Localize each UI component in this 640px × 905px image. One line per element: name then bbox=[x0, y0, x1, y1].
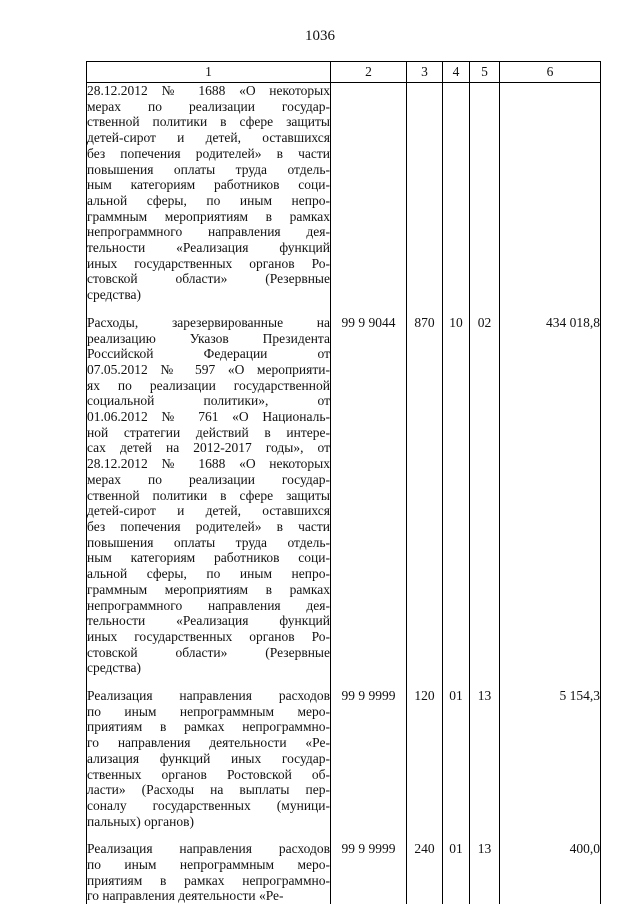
row-spacer bbox=[87, 676, 601, 688]
description-line: Реализация направления расходов bbox=[87, 841, 330, 857]
spacer-cell bbox=[331, 829, 407, 841]
spacer-cell bbox=[470, 676, 500, 688]
page-number: 1036 bbox=[305, 28, 335, 44]
amount-cell: 400,0 bbox=[500, 841, 601, 904]
row-description bbox=[87, 315, 331, 676]
description-line: стовской области» (Резервные bbox=[87, 644, 330, 660]
amount-cell bbox=[500, 83, 601, 303]
expense-type-cell: 120 bbox=[407, 688, 443, 829]
description-line: непрограммного направления дея- bbox=[87, 224, 330, 240]
column-header-3: 3 bbox=[407, 62, 443, 83]
description-line: тельности «Реализация функций bbox=[87, 613, 330, 629]
description-line: ным категориям работников соци- bbox=[87, 177, 330, 193]
expense-type-cell: 240 bbox=[407, 841, 443, 904]
description-line: ях по реализации государственной bbox=[87, 377, 330, 393]
row-spacer bbox=[87, 303, 601, 315]
spacer-cell bbox=[470, 303, 500, 315]
target-code-cell bbox=[331, 83, 407, 303]
description-line: повышения оплаты труда отдель- bbox=[87, 161, 330, 177]
description-line: 28.12.2012 № 1688 «О некоторых bbox=[87, 456, 330, 472]
description-line: повышения оплаты труда отдель- bbox=[87, 534, 330, 550]
spacer-cell bbox=[87, 676, 331, 688]
column-header-2: 2 bbox=[331, 62, 407, 83]
spacer-cell bbox=[443, 676, 470, 688]
budget-table bbox=[86, 61, 601, 904]
description-line: средства) bbox=[87, 660, 141, 676]
spacer-cell bbox=[500, 303, 601, 315]
spacer-cell bbox=[407, 303, 443, 315]
spacer-cell bbox=[331, 676, 407, 688]
section-cell: 10 bbox=[443, 315, 470, 676]
spacer-cell bbox=[331, 303, 407, 315]
expense-type-cell bbox=[407, 83, 443, 303]
subsection-cell: 02 bbox=[470, 315, 500, 676]
description-line: сах детей на 2012-2017 годы», от bbox=[87, 440, 330, 456]
description-line: ственных органов Ростовской об- bbox=[87, 766, 330, 782]
description-line: го направления деятельности «Ре- bbox=[87, 888, 284, 904]
description-line: альной сферы, по иным непро- bbox=[87, 566, 330, 582]
description-line: по иным непрограммным меро- bbox=[87, 857, 330, 873]
expense-type-cell: 870 bbox=[407, 315, 443, 676]
description-line: стовской области» (Резервные bbox=[87, 271, 330, 287]
table-row bbox=[87, 688, 601, 829]
spacer-cell bbox=[470, 829, 500, 841]
description-line: пальных) органов) bbox=[87, 813, 195, 829]
description-line: ственной политики в сфере защиты bbox=[87, 487, 330, 503]
spacer-cell bbox=[500, 676, 601, 688]
section-cell bbox=[443, 83, 470, 303]
description-line: Реализация направления расходов bbox=[87, 688, 330, 704]
description-line: иных государственных органов Ро- bbox=[87, 255, 330, 271]
description-line: детей-сирот и детей, оставшихся bbox=[87, 503, 330, 519]
description-line: альной сферы, по иным непро- bbox=[87, 192, 330, 208]
description-line: соналу государственных (муници- bbox=[87, 797, 330, 813]
row-spacer bbox=[87, 829, 601, 841]
description-line: мерах по реализации государ- bbox=[87, 98, 330, 114]
description-line: по иным непрограммным меро- bbox=[87, 703, 330, 719]
section-cell: 01 bbox=[443, 841, 470, 904]
description-line: го направления деятельности «Ре- bbox=[87, 735, 330, 751]
spacer-cell bbox=[87, 829, 331, 841]
description-line: иных государственных органов Ро- bbox=[87, 628, 330, 644]
spacer-cell bbox=[500, 829, 601, 841]
row-description bbox=[87, 841, 331, 904]
spacer-cell bbox=[407, 676, 443, 688]
description-line: ным категориям работников соци- bbox=[87, 550, 330, 566]
description-line: непрограммного направления дея- bbox=[87, 597, 330, 613]
table-row bbox=[87, 315, 601, 676]
description-line: Российской Федерации от bbox=[87, 346, 330, 362]
description-line: ственной политики в сфере защиты bbox=[87, 114, 330, 130]
description-line: приятиям в рамках непрограммно- bbox=[87, 872, 330, 888]
target-code-cell: 99 9 9999 bbox=[331, 688, 407, 829]
subsection-cell: 13 bbox=[470, 841, 500, 904]
description-line: ализация функций иных государ- bbox=[87, 750, 330, 766]
section-cell: 01 bbox=[443, 688, 470, 829]
subsection-cell bbox=[470, 83, 500, 303]
row-description bbox=[87, 83, 331, 303]
description-line: 07.05.2012 № 597 «О мероприяти- bbox=[87, 361, 330, 377]
description-line: ласти» (Расходы на выплаты пер- bbox=[87, 782, 330, 798]
description-line: приятиям в рамках непрограммно- bbox=[87, 719, 330, 735]
description-line: 01.06.2012 № 761 «О Националь- bbox=[87, 409, 330, 425]
description-line: граммным мероприятиям в рамках bbox=[87, 208, 330, 224]
spacer-cell bbox=[407, 829, 443, 841]
spacer-cell bbox=[443, 829, 470, 841]
amount-cell: 434 018,8 bbox=[500, 315, 601, 676]
amount-cell: 5 154,3 bbox=[500, 688, 601, 829]
description-line: Расходы, зарезервированные на bbox=[87, 314, 330, 330]
description-line: тельности «Реализация функций bbox=[87, 240, 330, 256]
description-line: реализацию Указов Президента bbox=[87, 330, 330, 346]
column-header-4: 4 bbox=[443, 62, 470, 83]
target-code-cell: 99 9 9999 bbox=[331, 841, 407, 904]
subsection-cell: 13 bbox=[470, 688, 500, 829]
table-body bbox=[87, 83, 601, 905]
column-header-5: 5 bbox=[470, 62, 500, 83]
target-code-cell: 99 9 9044 bbox=[331, 315, 407, 676]
description-line: без попечения родителей» в части bbox=[87, 518, 330, 534]
table-row bbox=[87, 841, 601, 904]
table-header-row bbox=[87, 62, 601, 83]
description-line: граммным мероприятиям в рамках bbox=[87, 581, 330, 597]
table-row bbox=[87, 83, 601, 303]
description-line: без попечения родителей» в части bbox=[87, 145, 330, 161]
description-line: 28.12.2012 № 1688 «О некоторых bbox=[87, 83, 330, 98]
description-line: социальной политики», от bbox=[87, 393, 330, 409]
column-header-1: 1 bbox=[87, 62, 331, 83]
spacer-cell bbox=[87, 303, 331, 315]
spacer-cell bbox=[443, 303, 470, 315]
row-description bbox=[87, 688, 331, 829]
description-line: мерах по реализации государ- bbox=[87, 471, 330, 487]
description-line: детей-сирот и детей, оставшихся bbox=[87, 130, 330, 146]
description-line: средства) bbox=[87, 287, 141, 303]
column-header-6: 6 bbox=[500, 62, 601, 83]
description-line: ной стратегии действий в интере- bbox=[87, 424, 330, 440]
